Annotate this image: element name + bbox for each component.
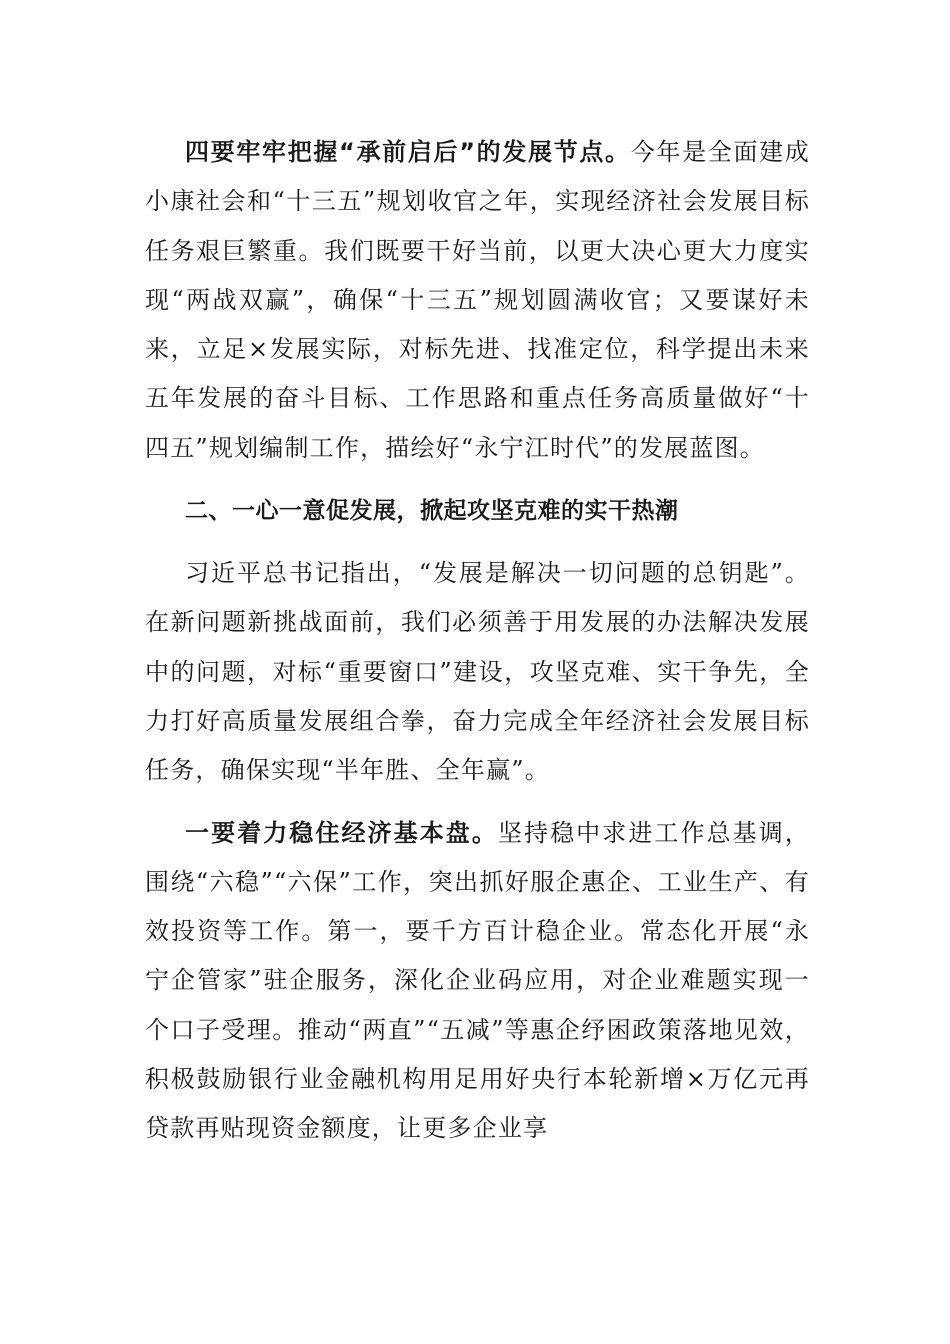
paragraph-4-lead: 四要牢牢把握“承前启后”的发展节点。 (185, 138, 631, 166)
paragraph-1-lead: 一要着力稳住经济基本盘。 (185, 818, 498, 847)
paragraph-1-body: 坚持稳中求进工作总基调，围绕“六稳”“六保”工作，突出抓好服企惠企、工业生产、有效投资等工作。第一，要千方百计稳企业。常态化开展“永宁企管家”驻企服务，深化企业码应用，对企业难题实现一个口子受理。推动“两直”“五减”等惠企纾困政策落地见效，积极鼓励银行业金融机构用足用好央行本轮新增×万亿元再贷款再贴现资金额度，让更多企业享 (145, 818, 810, 1143)
paragraph-1 (145, 809, 810, 1154)
intro-paragraph: 习近平总书记指出，“发展是解决一切问题的总钥匙”。在新问题新挑战面前，我们必须善于用发展的办法解决发展中的问题，对标“重要窗口”建设，攻坚克难、实干争先，全力打好高质量发展组合拳，奋力完成全年经济社会发展目标任务，确保实现“半年胜、全年赢”。 (145, 559, 810, 785)
section-heading: 二、一心一意促发展，掀起攻坚克难的实干热潮 (185, 498, 679, 525)
paragraph-4 (145, 128, 810, 473)
paragraph-4-body: 今年是全面建成小康社会和“十三五”规划收官之年，实现经济社会发展目标任务艰巨繁重。我们既要干好当前，以更大决心更大力度实现“两战双赢”，确保“十三五”规划圆满收官；又要谋好未来，立足×发展实际，对标先进、找准定位，科学提出未来五年发展的奋斗目标、工作思路和重点任务高质量做好“十四五”规划编制工作，描绘好“永宁江时代”的发展蓝图。 (145, 138, 810, 462)
document-page (145, 128, 810, 1154)
